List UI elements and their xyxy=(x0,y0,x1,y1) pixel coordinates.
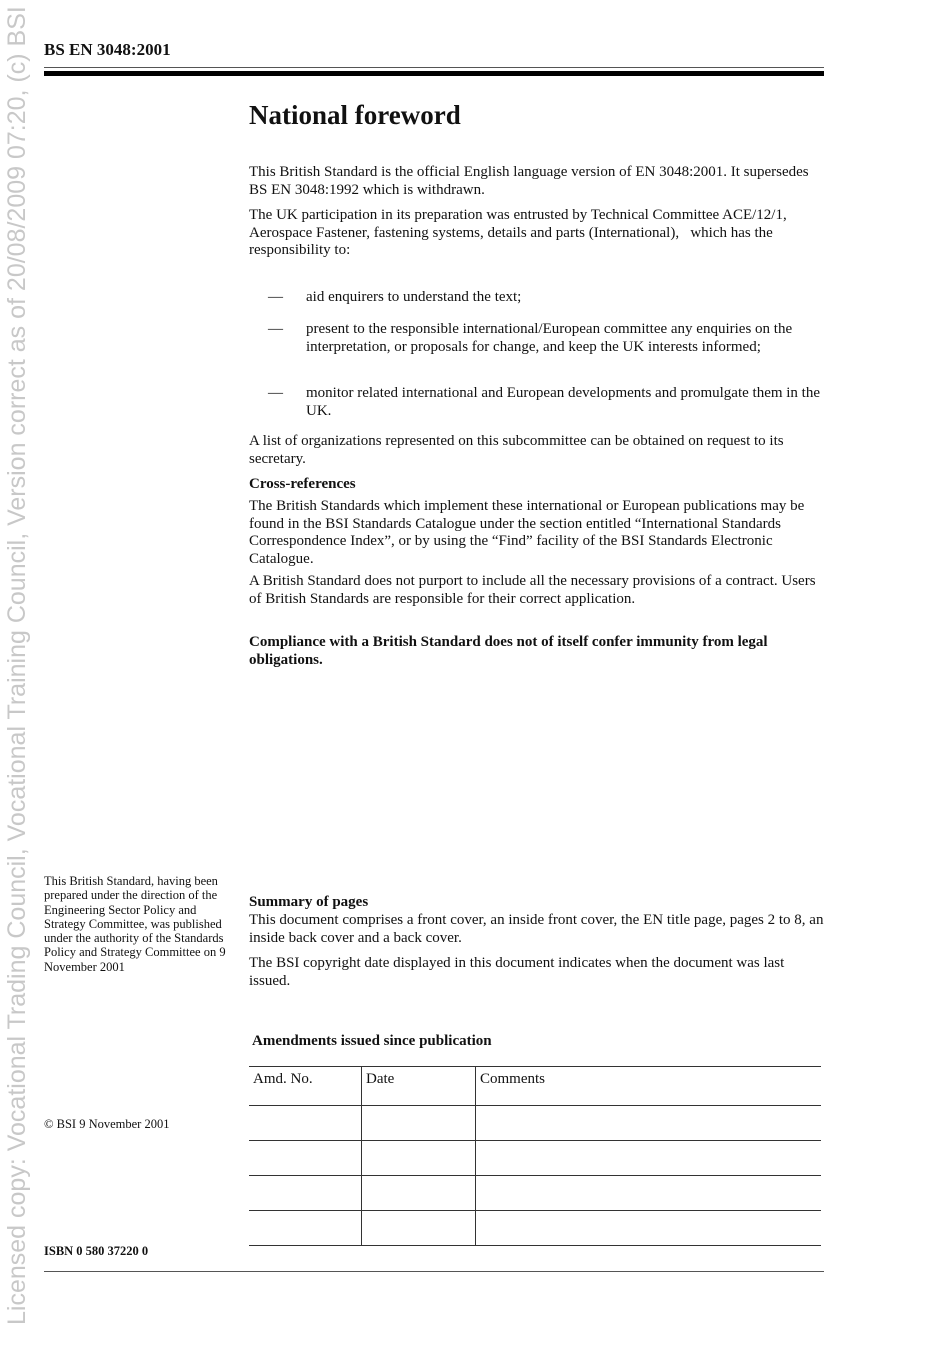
intro-paragraph: This British Standard is the official English language version of EN 3048:2001. It supersedes BS EN 3048:1992 which is withdrawn. xyxy=(249,164,809,198)
license-watermark: Licensed copy: Vocational Trading Council, Vocational Training Council, Version correct as of 20/08/2009 07:20, (c) BSI xyxy=(3,6,31,1325)
compliance-statement: Compliance with a British Standard does not of itself confer immunity from legal obligations. xyxy=(249,634,768,668)
column-header-amd-no: Amd. No. xyxy=(249,1067,362,1106)
bullet-item: aid enquirers to understand the text; xyxy=(306,289,522,305)
bullet-item: present to the responsible international/European committee any enquiries on the interpretation, or proposals for change, and keep the UK interests informed; xyxy=(306,321,793,355)
table-cell xyxy=(476,1141,822,1176)
table-row xyxy=(249,1211,821,1246)
amendments-table xyxy=(249,1066,821,1246)
table-cell xyxy=(362,1211,476,1246)
footer-rule xyxy=(44,1271,824,1272)
header-rule-thin xyxy=(44,67,824,68)
summary-heading: Summary of pages xyxy=(249,894,369,910)
table-cell xyxy=(249,1141,362,1176)
organizations-paragraph: A list of organizations represented on this subcommittee can be obtained on request to its secretary. xyxy=(249,433,784,467)
page-title: National foreword xyxy=(249,100,461,130)
table-cell xyxy=(476,1211,822,1246)
isbn: ISBN 0 580 37220 0 xyxy=(44,1244,149,1258)
committee-paragraph: The UK participation in its preparation was entrusted by Technical Committee ACE/12/1, Aerospace Fastener, fastening systems, details and parts (International), which has the responsibility to: xyxy=(249,207,787,258)
summary-paragraph: This document comprises a front cover, an inside front cover, the EN title page, pages 2 to 8, an inside back cover and a back cover. xyxy=(249,912,824,946)
table-cell xyxy=(249,1106,362,1141)
bullet-dash: — xyxy=(268,289,283,305)
table-cell xyxy=(362,1141,476,1176)
copyright-date-paragraph: The BSI copyright date displayed in this document indicates when the document was last issued. xyxy=(249,955,785,989)
table-header-row xyxy=(249,1067,821,1106)
column-header-date: Date xyxy=(362,1067,476,1106)
bullet-dash: — xyxy=(268,385,283,401)
table-cell xyxy=(362,1176,476,1211)
header-rule-thick xyxy=(44,71,824,76)
publication-note: This British Standard, having been prepared under the direction of the Engineering Sector Policy and Strategy Committee, was published under the authority of the Standards Policy and Strategy Committee on 9 November 2001 xyxy=(44,874,226,974)
column-header-comments: Comments xyxy=(476,1067,822,1106)
bullet-item: monitor related international and European developments and promulgate them in the UK. xyxy=(306,385,821,419)
contract-paragraph: A British Standard does not purport to include all the necessary provisions of a contract. Users of British Standards are responsible for their correct application. xyxy=(249,573,816,607)
table-cell xyxy=(249,1211,362,1246)
crossref-paragraph: The British Standards which implement these international or European publications may be found in the BSI Standards Catalogue under the section entitled “International Standards Correspondence Index”, or by using the “Find” facility of the BSI Standards Electronic Catalogue. xyxy=(249,498,805,567)
amendments-heading: Amendments issued since publication xyxy=(252,1033,492,1049)
table-cell xyxy=(476,1106,822,1141)
bullet-dash: — xyxy=(268,321,283,337)
document-code: BS EN 3048:2001 xyxy=(44,40,171,59)
copyright-note: © BSI 9 November 2001 xyxy=(44,1117,170,1131)
table-row xyxy=(249,1176,821,1211)
crossref-heading: Cross-references xyxy=(249,476,356,492)
table-cell xyxy=(362,1106,476,1141)
table-cell xyxy=(249,1176,362,1211)
table-row xyxy=(249,1141,821,1176)
table-cell xyxy=(476,1176,822,1211)
table-row xyxy=(249,1106,821,1141)
